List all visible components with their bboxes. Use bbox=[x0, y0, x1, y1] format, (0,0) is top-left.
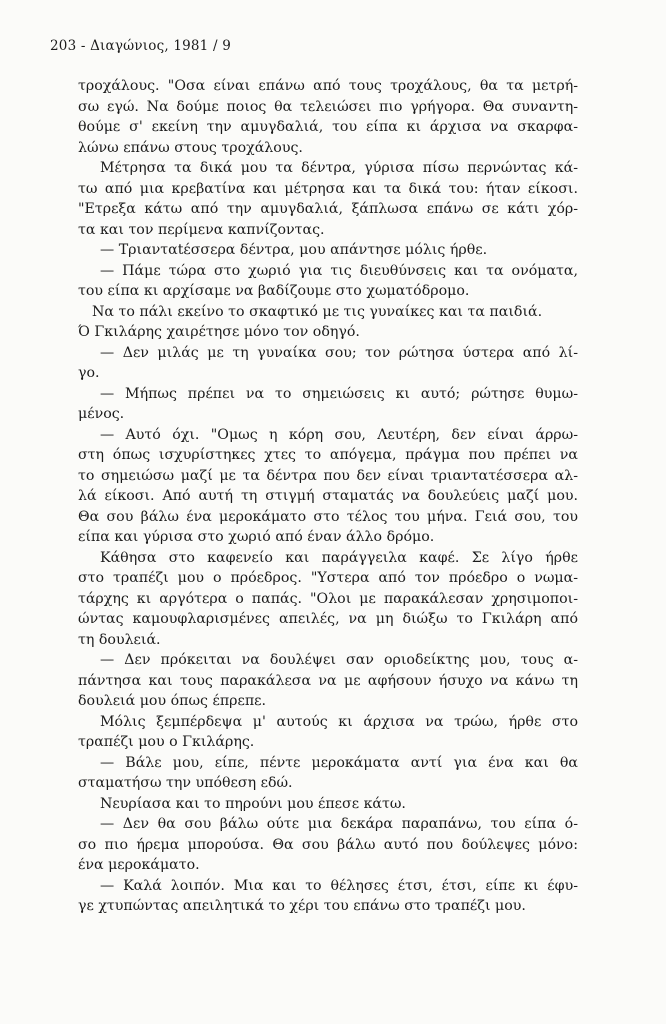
text-line: Να το πάλι εκείνο το σκαφτικό με τις γυναίκες και τα παιδιά. bbox=[92, 303, 543, 320]
running-head: 203 - Διαγώνιος, 1981 / 9 bbox=[50, 38, 231, 54]
text-line: τραπέζι μου ο Γκιλάρης. bbox=[78, 734, 255, 750]
text-line: Μόλις ξεμπέρδεψα μ' αυτούς κι άρχισα να τρώω, ήρθε στο bbox=[100, 713, 578, 730]
body-text bbox=[78, 76, 578, 917]
text-line: — Βάλε μου, είπε, πέντε μεροκάματα αντί για ένα και θα bbox=[100, 754, 578, 771]
text-line: ένα μεροκάματο. bbox=[78, 857, 200, 873]
text-line: σταματήσω την υπόθεση εδώ. bbox=[78, 775, 293, 791]
text-line: — Τριανταtέσσερα δέντρα, μου απάντησε μόλις ήρθε. bbox=[100, 242, 488, 258]
text-line: τη δουλειά. bbox=[78, 631, 161, 648]
text-line: — Μήπως πρέπει να το σημειώσεις κι αυτό; ρώτησε θυμω- bbox=[100, 385, 578, 402]
text-line: γε χτυπώντας απειλητικά το χέρι του επάνω στο τραπέζι μου. bbox=[78, 898, 526, 914]
text-line: Νευρίασα και το πηρούνι μου έπεσε κάτω. bbox=[100, 795, 406, 812]
text-line: Κάθησα στο καφενείο και παράγγειλα καφέ. Σε λίγο ήρθε bbox=[100, 549, 578, 566]
text-line: "Ετρεξα κάτω από την αμυγδαλιά, ξάπλωσα επάνω σε κάτι χόρ- bbox=[78, 201, 578, 217]
text-line: Μέτρησα τα δικά μου τα δέντρα, γύρισα πίσω περνώντας κά- bbox=[100, 160, 578, 176]
text-line: δουλειά μου όπως έπρεπε. bbox=[78, 693, 267, 709]
text-line: — Δεν μιλάς με τη γυναίκα σου; τον ρώτησα ύστερα από λί- bbox=[100, 344, 578, 361]
text-line: — Καλά λοιπόν. Μια και το θέλησες έτσι, έτσι, είπε κι έφυ- bbox=[100, 877, 578, 894]
text-line: μένος. bbox=[78, 406, 125, 422]
text-line: — Αυτό όχι. "Ομως η κόρη σου, Λευτέρη, δεν είναι άρρω- bbox=[100, 426, 578, 443]
text-line: θούμε σ' εκείνη την αμυγδαλιά, του είπα κι άρχισα να σκαρφα- bbox=[78, 119, 578, 135]
text-line: του είπα κι αρχίσαμε να βαδίζουμε στο χωματόδρομο. bbox=[78, 283, 470, 299]
text-line: — Δεν θα σου βάλω ούτε μια δεκάρα παραπάνω, του είπα ό- bbox=[100, 816, 578, 832]
text-line: γο. bbox=[78, 365, 100, 381]
text-line: τροχάλους. "Οσα είναι επάνω από τους τροχάλους, θα τα μετρή- bbox=[78, 78, 578, 94]
text-line: τα και τον περίμενα καπνίζοντας. bbox=[78, 221, 325, 238]
text-line: στη όπως ισχυρίστηκες χτες το απόγεμα, πράγμα που πρέπει να bbox=[78, 447, 578, 463]
text-line: — Πάμε τώρα στο χωριό για τις διευθύνσεις και τα ονόματα, bbox=[100, 262, 578, 279]
text-line: σω εγώ. Να δούμε ποιος θα τελειώσει πιο γρήγορα. Θα συναντη- bbox=[78, 98, 578, 115]
text-line: είπα και γύρισα στο χωριό από έναν άλλο δρόμο. bbox=[78, 529, 435, 545]
text-line: ώντας καμουφλαρισμένες απειλές, να μη διώξω το Γκιλάρη από bbox=[78, 611, 578, 627]
text-line: πάντησα και τους παρακάλεσα να με αφήσουν ήσυχο να κάνω τη bbox=[78, 672, 578, 689]
text-line: σο πιο ήρεμα μπορούσα. Θα σου βάλω αυτό που δούλεψες μόνο: bbox=[78, 836, 578, 853]
text-line: τω από μια κρεβατίνα και μέτρησα και τα δικά του: ήταν είκοσι. bbox=[78, 180, 578, 197]
text-line: τάρχης κι αργότερα ο παπάς. "Ολοι με παρακάλεσαν χρησιμοποι- bbox=[78, 590, 578, 607]
text-line: Θα σου βάλω ένα μεροκάματο στο τέλος του μήνα. Γειά σου, του bbox=[78, 508, 578, 525]
text-line: — Δεν πρόκειται να δουλέψει σαν οριοδείκτης μου, τους α- bbox=[100, 652, 578, 668]
text-line: λώνω επάνω στους τροχάλους. bbox=[78, 139, 303, 156]
text-line: Ό Γκιλάρης χαιρέτησε μόνο τον οδηγό. bbox=[78, 324, 360, 340]
text-line: λά είκοσι. Από αυτή τη στιγμή σταματάς να δουλεύεις μαζί μου. bbox=[78, 488, 578, 504]
text-line: το σημειώσω μαζί με τα δέντρα που δεν είναι τριαντατέσσερα αλ- bbox=[78, 467, 578, 484]
text-line: στο τραπέζι μου ο πρόεδρος. "Υστερα από τον πρόεδρο ο νωμα- bbox=[78, 570, 578, 586]
